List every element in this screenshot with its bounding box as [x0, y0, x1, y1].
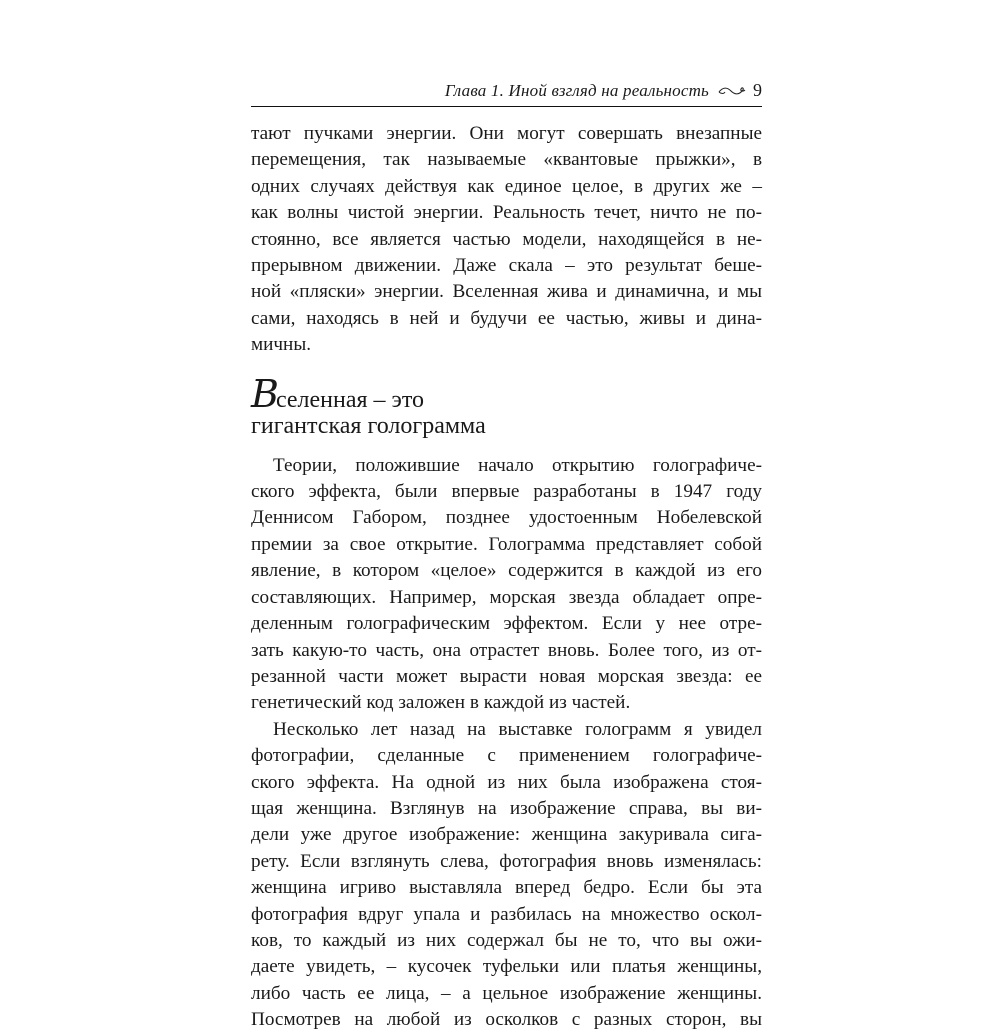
- text-line: деленным голографическим эффектом. Если у нее отре-: [251, 613, 762, 635]
- text-line: ского эффекта. На одной из них была изображена стоя-: [251, 771, 762, 793]
- chapter-title: Глава 1. Иной взгляд на реальность: [444, 81, 709, 100]
- text-line: генетический код заложен в каждой из частей.: [251, 692, 631, 714]
- text-line: Посмотрев на любой из осколков с разных сторон, вы: [251, 1009, 762, 1031]
- paragraph-continuation: [251, 121, 762, 359]
- text-line: либо часть ее лица, – а цельное изображение женщины.: [251, 982, 762, 1004]
- text-line: перемещения, так называемые «квантовые прыжки», в: [251, 149, 762, 171]
- text-line: Теории, положившие начало открытию голографиче-: [273, 454, 762, 476]
- text-line: ков, то каждый из них содержал бы не то, что вы ожи-: [251, 929, 762, 951]
- heading-line-1-text: селенная – это: [275, 386, 425, 413]
- text-line: рету. Если взглянуть слева, фотография вновь изменялась:: [251, 850, 762, 872]
- text-line: дели уже другое изображение: женщина закуривала сига-: [251, 824, 762, 846]
- book-page: [251, 78, 762, 1034]
- text-line: фотография вдруг упала и разбилась на множество оскол-: [251, 903, 762, 925]
- text-line: как волны чистой энергии. Реальность течет, ничто не по-: [251, 202, 762, 224]
- text-line: фотографии, сделанные с применением голографиче-: [251, 745, 762, 767]
- text-line: женщина игриво выставляла вперед бедро. Если бы эта: [251, 877, 762, 899]
- running-header: [251, 78, 762, 102]
- flourish-ornament-icon: [717, 80, 747, 92]
- page-number: 9: [753, 80, 762, 100]
- text-line: щая женщина. Взглянув на изображение справа, вы ви-: [251, 797, 762, 819]
- header-rule: [251, 106, 762, 107]
- text-line: Деннисом Габором, позднее удостоенным Нобелевской: [251, 507, 762, 529]
- section-heading: [251, 371, 762, 439]
- text-line: стоянно, все является частью модели, находящейся в не-: [251, 228, 762, 250]
- text-line: явление, в котором «целое» содержится в каждой из его: [251, 560, 762, 582]
- text-line: ского эффекта, были впервые разработаны в 1947 году: [251, 481, 762, 503]
- heading-line-1: [251, 371, 762, 416]
- text-line: мичны.: [251, 334, 312, 356]
- body-text: [251, 121, 762, 1034]
- text-line: зать какую-то часть, она отрастет вновь. Более того, из от-: [251, 639, 762, 661]
- text-line: резанной части может вырасти новая морская звезда: ее: [251, 665, 762, 687]
- text-line: сами, находясь в ней и будучи ее частью, живы и дина-: [251, 307, 762, 329]
- text-line: составляющих. Например, морская звезда обладает опре-: [251, 586, 762, 608]
- heading-line-2: гигантская голограмма: [251, 412, 486, 439]
- decorative-initial: В: [251, 371, 276, 416]
- text-line: даете увидеть, – кусочек туфельки или платья женщины,: [251, 956, 762, 978]
- text-line: одних случаях действуя как единое целое, в других же –: [251, 175, 762, 197]
- text-line: премии за свое открытие. Голограмма представляет собой: [251, 533, 762, 555]
- text-line: тают пучками энергии. Они могут совершать внезапные: [251, 123, 762, 144]
- paragraph-holography-theory: [251, 453, 762, 717]
- text-line: прерывном движении. Даже скала – это результат беше-: [251, 255, 762, 277]
- paragraph-hologram-exhibition: [251, 717, 762, 1034]
- text-line: Несколько лет назад на выставке голограмм я увидел: [273, 718, 762, 740]
- text-line: ной «пляски» энергии. Вселенная жива и динамична, и мы: [251, 281, 762, 303]
